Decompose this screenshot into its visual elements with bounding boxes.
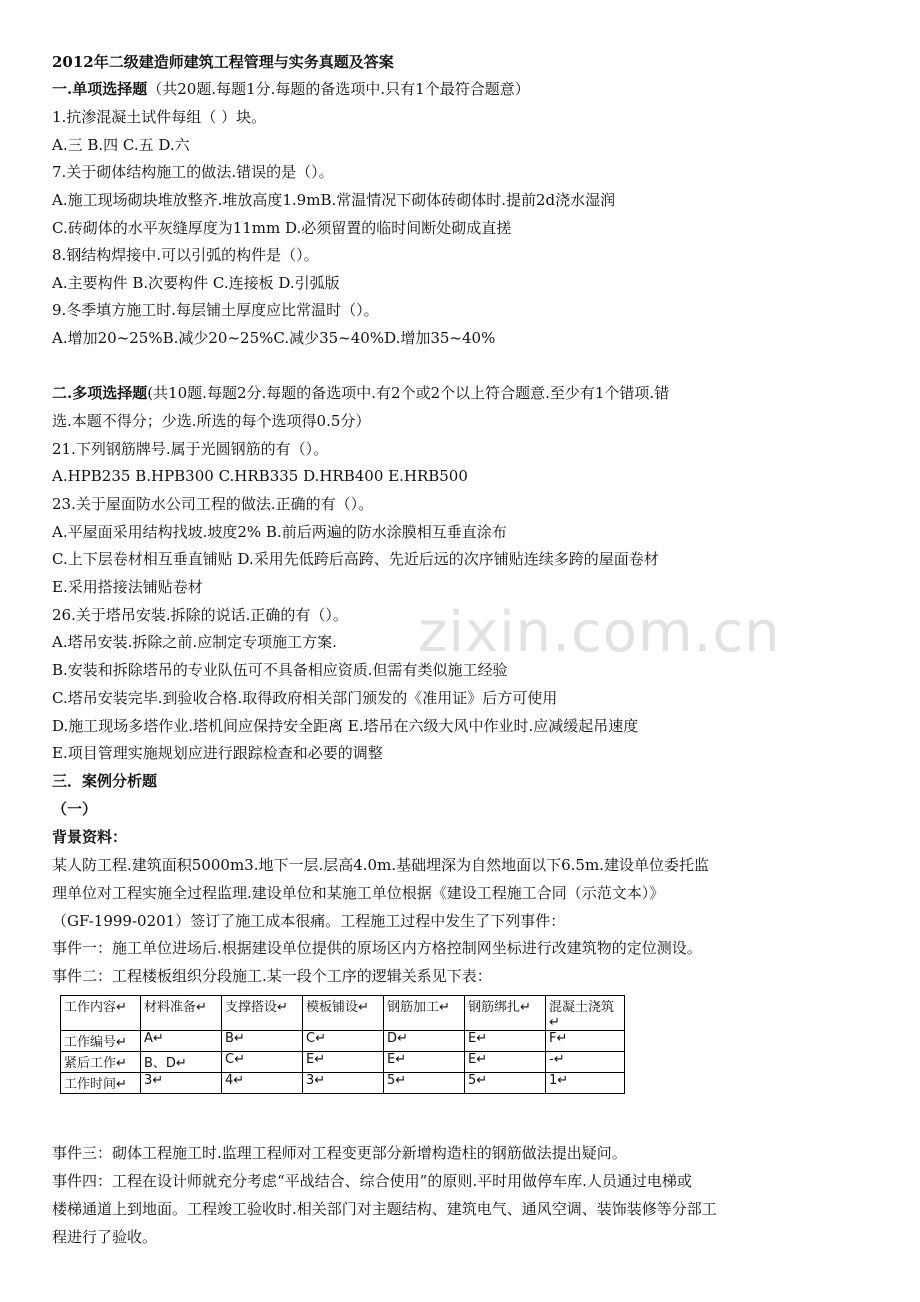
table-row (61, 1052, 625, 1073)
text-line: C.塔吊安装完毕.到验收合格.取得政府相关部门颁发的《准用证》后方可使用 (52, 689, 558, 707)
table-cell: E↵ (303, 1052, 384, 1073)
watermark: zixin.com.cn (418, 600, 781, 665)
text-line: A.施工现场砌块堆放整齐.堆放高度1.9mB.常温情况下砌体砖砌体时.提前2d浇水湿润 (52, 191, 616, 209)
table-cell: 3↵ (303, 1073, 384, 1094)
section-heading: 二.多项选择题 (52, 384, 148, 402)
text-line: 事件一：施工单位进场后.根据建设单位提供的原场区内方格控制网坐标进行改建筑物的定位测设。 (52, 939, 702, 957)
table-cell: B、D↵ (141, 1052, 222, 1073)
text-line: 21.下列钢筋牌号.属于光圆钢筋的有（）。 (52, 440, 329, 458)
text-line: A.HPB235 B.HPB300 C.HRB335 D.HRB400 E.HRB500 (52, 467, 468, 485)
table-cell: E↵ (465, 1052, 546, 1073)
table-cell: 模板铺设↵ (303, 996, 384, 1031)
text-line: 三．案例分析题 (52, 772, 158, 790)
text-line: E.项目管理实施规划应进行跟踪检查和必要的调整 (52, 744, 383, 762)
text-line: A.增加20~25%B.减少20~25%C.减少35~40%D.增加35~40% (52, 329, 496, 347)
text-line: 程进行了验收。 (52, 1228, 158, 1246)
table-row (61, 996, 625, 1031)
section-heading: 一.单项选择题 (52, 80, 148, 98)
text-line: C.砖砌体的水平灰缝厚度为11mm D.必须留置的临时间断处砌成直搓 (52, 219, 512, 237)
work-logic-table (60, 995, 625, 1094)
table-cell: E↵ (384, 1052, 465, 1073)
table-cell: C↵ (303, 1031, 384, 1052)
table-row-header: 工作时间↵ (61, 1073, 141, 1094)
section-note: (共10题.每题2分.每题的备选项中.有2个或2个以上符合题意.至少有1个错项.错 (147, 384, 670, 402)
text-line: 理单位对工程实施全过程监理.建设单位和某施工单位根据《建设工程施工合同（示范文本）》 (52, 884, 665, 902)
table-cell: 5↵ (384, 1073, 465, 1094)
text-line: 9.冬季填方施工时.每层铺土厚度应比常温时（）。 (52, 301, 379, 319)
table-cell: 1↵ (546, 1073, 625, 1094)
text-line: （一） (52, 800, 98, 818)
text-line: C.上下层卷材相互垂直铺贴 D.采用先低跨后高跨、先近后远的次序铺贴连续多跨的屋面卷材 (52, 550, 659, 568)
text-line (52, 383, 669, 403)
text-line: 1.抗渗混凝土试件每组（ ）块。 (52, 108, 267, 126)
table-row-header: 紧后工作↵ (61, 1052, 141, 1073)
table-cell: 钢筋加工↵ (384, 996, 465, 1031)
text-line: 26.关于塔吊安装.拆除的说话.正确的有（）。 (52, 606, 348, 624)
table-cell: 钢筋绑扎↵ (465, 996, 546, 1031)
text-line: E.采用搭接法铺贴卷材 (52, 578, 203, 596)
table-row (61, 1031, 625, 1052)
text-line: 23.关于屋面防水公司工程的做法.正确的有（）。 (52, 495, 374, 513)
section-note: （共20题.每题1分.每题的备选项中.只有1个最符合题意） (147, 80, 530, 98)
text-line: （GF-1999-0201）签订了施工成本很痛。工程施工过程中发生了下列事件： (52, 912, 566, 930)
text-line: D.施工现场多塔作业.塔机间应保持安全距离 E.塔吊在六级大风中作业时.应减缓起吊速度 (52, 717, 639, 735)
table-cell: 4↵ (222, 1073, 303, 1094)
table-cell: 5↵ (465, 1073, 546, 1094)
table-cell: -↵ (546, 1052, 625, 1073)
text-line: 事件二：工程楼板组织分段施工.某一段个工序的逻辑关系见下表： (52, 967, 492, 985)
logic-table-wrapper (60, 995, 625, 1094)
text-line: 2012年二级建造师建筑工程管理与实务真题及答案 (52, 53, 394, 71)
text-line: 某人防工程.建筑面积5000m3.地下一层.层高4.0m.基础埋深为自然地面以下6.5m.建设单位委托监 (52, 856, 709, 874)
table-cell: 材料准备↵ (141, 996, 222, 1031)
table-cell: 混凝土浇筑↵ (546, 996, 625, 1031)
text-line: 事件三：砌体工程施工时.监理工程师对工程变更部分新增构造柱的钢筋做法提出疑问。 (52, 1144, 627, 1162)
table-cell: B↵ (222, 1031, 303, 1052)
text-line: A.平屋面采用结构找坡.坡度2% B.前后两遍的防水涂膜相互垂直涂布 (52, 523, 507, 541)
text-line: A.三 B.四 C.五 D.六 (52, 136, 190, 154)
table-cell: A↵ (141, 1031, 222, 1052)
text-line: 事件四：工程在设计师就充分考虑“平战结合、综合使用”的原则.平时用做停车库.人员通过电梯或 (52, 1172, 692, 1190)
table-cell: C↵ (222, 1052, 303, 1073)
table-cell: F↵ (546, 1031, 625, 1052)
table-cell: 3↵ (141, 1073, 222, 1094)
text-line: 7.关于砌体结构施工的做法.错误的是（）。 (52, 163, 334, 181)
table-row (61, 1073, 625, 1094)
table-cell: D↵ (384, 1031, 465, 1052)
table-row-header: 工作内容↵ (61, 996, 141, 1031)
text-line: 选.本题不得分；少选.所选的每个选项得0.5分） (52, 412, 371, 430)
text-line (52, 79, 530, 99)
table-cell: 支撑搭设↵ (222, 996, 303, 1031)
table-row-header: 工作编号↵ (61, 1031, 141, 1052)
text-line: A.塔吊安装.拆除之前.应制定专项施工方案. (52, 633, 337, 651)
text-line: 背景资料： (52, 828, 128, 846)
text-line: 8.钢结构焊接中.可以引弧的构件是（）。 (52, 246, 319, 264)
text-line: B.安装和拆除塔吊的专业队伍可不具备相应资质.但需有类似施工经验 (52, 661, 508, 679)
text-line: 楼梯通道上到地面。工程竣工验收时.相关部门对主题结构、建筑电气、通风空调、装饰装修等分部工 (52, 1200, 717, 1218)
table-cell: E↵ (465, 1031, 546, 1052)
text-line: A.主要构件 B.次要构件 C.连接板 D.引弧版 (52, 274, 340, 292)
